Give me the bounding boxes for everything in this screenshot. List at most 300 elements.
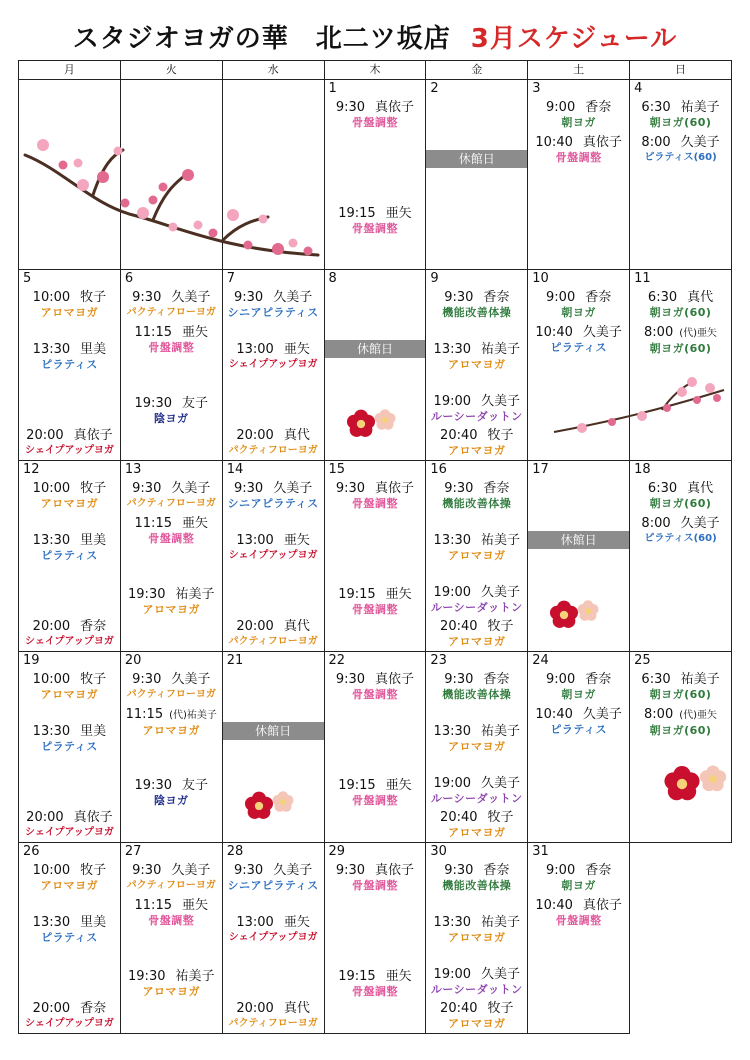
- class-name: ルーシーダットン: [430, 792, 523, 805]
- class-entry: [121, 587, 222, 617]
- class-name: 骨盤調整: [555, 914, 602, 927]
- class-entry: [19, 672, 120, 702]
- class-entry: [223, 342, 324, 372]
- class-time: 13:00: [236, 533, 274, 548]
- class-name: 朝ヨガ: [561, 688, 596, 701]
- class-entry: [19, 481, 120, 511]
- class-instructor: 亜矢: [283, 533, 310, 548]
- week-row: [19, 652, 732, 843]
- class-name: 朝ヨガ(60): [649, 688, 712, 701]
- page-title: [0, 18, 750, 55]
- class-name: ルーシーダットン: [430, 410, 523, 423]
- class-instructor: 真依子: [375, 481, 415, 496]
- class-time: 19:15: [338, 587, 376, 602]
- day-cell: [528, 80, 630, 270]
- class-instructor: 祐美子: [175, 587, 215, 602]
- class-entry: [426, 533, 527, 563]
- day-cell: [630, 843, 732, 1034]
- class-name: アロマヨガ: [448, 549, 506, 562]
- class-time: 20:40: [440, 428, 478, 443]
- class-time: 13:00: [236, 915, 274, 930]
- class-entry: [630, 707, 731, 738]
- day-number: 4: [634, 81, 643, 96]
- class-time-instructor: [19, 1001, 120, 1017]
- weekday-thu: 木: [324, 61, 426, 80]
- class-entry: [630, 516, 731, 546]
- weekday-wed: 水: [222, 61, 324, 80]
- class-instructor: 亜矢: [181, 516, 208, 531]
- class-time-instructor: [630, 100, 731, 116]
- day-cell: [630, 652, 732, 843]
- class-instructor: 真代: [687, 481, 714, 496]
- class-instructor: 里美: [80, 915, 107, 930]
- class-time-instructor: [19, 481, 120, 497]
- class-name: アロマヨガ: [40, 306, 99, 319]
- class-time: 10:00: [32, 481, 71, 496]
- class-instructor: 祐美子: [481, 533, 521, 548]
- class-name: アロマヨガ: [142, 985, 201, 998]
- class-time: 9:30: [335, 863, 366, 878]
- class-entry: [19, 724, 120, 754]
- class-entry: [19, 619, 120, 649]
- class-time: 6:30: [641, 100, 671, 115]
- day-cell: [630, 80, 732, 270]
- schedule-body: [19, 80, 732, 1034]
- day-cell-content: [19, 80, 120, 269]
- plum-flower-icon: [345, 408, 397, 444]
- class-entry: [121, 325, 222, 355]
- class-name: シェイプアップヨガ: [228, 359, 318, 370]
- class-time: 20:00: [26, 810, 64, 825]
- day-cell: [120, 270, 222, 461]
- day-cell-content: [223, 461, 324, 651]
- class-entry: [19, 533, 120, 563]
- class-entry: [630, 135, 731, 165]
- class-name: 骨盤調整: [351, 603, 398, 616]
- day-cell: [120, 652, 222, 843]
- class-time: 19:15: [338, 206, 376, 221]
- class-time: 20:00: [236, 619, 274, 634]
- class-time: 9:30: [444, 863, 474, 878]
- class-instructor: 里美: [80, 724, 107, 739]
- class-name: ルーシーダットン: [430, 983, 523, 996]
- class-instructor: 真依子: [73, 428, 113, 443]
- day-cell: [19, 270, 121, 461]
- class-entry: [528, 898, 629, 928]
- weekday-sun: 日: [630, 61, 732, 80]
- day-cell-content: [223, 80, 324, 269]
- class-time-instructor: [426, 619, 527, 635]
- class-instructor: (代)祐美子: [169, 710, 217, 721]
- day-cell: [528, 843, 630, 1034]
- class-time-instructor: [121, 863, 222, 879]
- class-time: 9:30: [234, 290, 264, 305]
- class-time-instructor: [528, 672, 629, 688]
- class-time: 10:00: [32, 290, 71, 305]
- class-time-instructor: [325, 206, 426, 222]
- class-entry: [528, 863, 629, 893]
- week-row: [19, 461, 732, 652]
- day-number: 16: [430, 462, 447, 477]
- class-entry: [426, 1001, 527, 1031]
- day-cell-content: [528, 80, 629, 269]
- day-cell: [528, 652, 630, 843]
- day-number: 31: [532, 844, 549, 859]
- weekday-header-row: [19, 61, 732, 80]
- day-cell-content: [223, 270, 324, 460]
- day-cell: [222, 461, 324, 652]
- class-entry: [223, 915, 324, 945]
- class-time-instructor: [223, 863, 324, 879]
- class-entry: [19, 1001, 120, 1031]
- class-time: 9:30: [132, 290, 162, 305]
- weekday-sat: 土: [528, 61, 630, 80]
- class-instructor: 友子: [181, 778, 208, 793]
- class-name: 朝ヨガ: [561, 306, 596, 319]
- class-time-instructor: [121, 778, 222, 794]
- class-instructor: 亜矢: [283, 342, 310, 357]
- class-entry: [426, 967, 527, 997]
- class-entry: [528, 100, 629, 130]
- class-time-instructor: [19, 672, 120, 688]
- day-number: 17: [532, 462, 549, 477]
- class-time: 11:15: [134, 898, 172, 913]
- day-cell: [120, 461, 222, 652]
- class-name: 骨盤調整: [351, 688, 398, 701]
- class-time: 10:40: [535, 898, 573, 913]
- class-name: 朝ヨガ(60): [649, 497, 712, 510]
- day-cell-content: [630, 270, 731, 460]
- class-name: 朝ヨガ(60): [649, 116, 712, 129]
- class-time-instructor: [325, 969, 426, 985]
- class-name: ピラティス: [41, 358, 98, 371]
- day-cell-content: [325, 652, 426, 842]
- class-time: 19:30: [128, 587, 166, 602]
- class-time-instructor: [19, 915, 120, 931]
- class-time: 9:00: [546, 290, 576, 305]
- day-cell: [222, 843, 324, 1034]
- class-time: 19:15: [338, 969, 376, 984]
- class-entry: [426, 810, 527, 840]
- class-time-instructor: [223, 290, 324, 306]
- class-time: 9:30: [335, 481, 366, 496]
- class-time-instructor: [121, 325, 222, 341]
- day-cell: [19, 80, 121, 270]
- class-entry: [121, 290, 222, 320]
- class-entry: [19, 290, 120, 320]
- day-cell-content: [426, 270, 527, 460]
- class-name: 骨盤調整: [148, 914, 195, 927]
- class-entry: [325, 206, 426, 236]
- class-time: 19:00: [433, 585, 472, 600]
- class-time-instructor: [426, 428, 527, 444]
- class-name: パクティフローヨガ: [126, 307, 216, 318]
- class-entry: [426, 619, 527, 649]
- class-instructor: (代)亜矢: [679, 710, 718, 721]
- class-instructor: 牧子: [80, 672, 107, 687]
- class-instructor: 真依子: [582, 135, 622, 150]
- class-instructor: 久美子: [481, 967, 521, 982]
- class-entry: [325, 863, 426, 893]
- class-time: 13:30: [32, 724, 71, 739]
- day-number: 6: [124, 271, 134, 286]
- day-cell: [19, 843, 121, 1034]
- class-entry: [426, 585, 527, 615]
- class-entry: [223, 481, 324, 511]
- class-entry: [528, 290, 629, 320]
- class-name: ピラティス: [41, 931, 98, 944]
- day-cell: [324, 461, 426, 652]
- class-time-instructor: [121, 969, 222, 985]
- day-cell-content: [630, 461, 731, 651]
- class-time-instructor: [223, 342, 324, 358]
- class-time-instructor: [426, 290, 527, 306]
- day-number: 1: [328, 81, 337, 96]
- class-time: 13:30: [433, 533, 472, 548]
- class-instructor: 真依子: [375, 672, 415, 687]
- day-number: 9: [430, 271, 439, 286]
- class-name: 機能改善体操: [442, 688, 512, 701]
- class-instructor: 香奈: [483, 481, 510, 496]
- class-instructor: 真依子: [582, 898, 622, 913]
- class-instructor: 亜矢: [385, 206, 412, 221]
- class-instructor: 真依子: [375, 100, 415, 115]
- class-time-instructor: [426, 672, 527, 688]
- closed-day-label: 休館日: [325, 340, 426, 358]
- day-cell-content: [325, 843, 426, 1033]
- class-name: アロマヨガ: [448, 358, 506, 371]
- class-name: 機能改善体操: [442, 879, 512, 892]
- class-entry: [528, 707, 629, 737]
- class-instructor: 真代: [687, 290, 714, 305]
- class-entry: [19, 428, 120, 458]
- day-cell: [528, 461, 630, 652]
- class-time-instructor: [630, 481, 731, 497]
- class-name: 朝ヨガ: [561, 879, 596, 892]
- class-instructor: 亜矢: [385, 778, 412, 793]
- day-number: 5: [23, 271, 32, 286]
- class-time-instructor: [121, 672, 222, 688]
- class-entry: [223, 863, 324, 893]
- class-entry: [121, 898, 222, 928]
- class-time: 19:00: [433, 967, 472, 982]
- plum-flower-icon: [662, 764, 728, 808]
- class-name: 骨盤調整: [148, 532, 195, 545]
- day-number: 12: [23, 462, 40, 477]
- class-entry: [19, 810, 120, 840]
- day-number: 21: [226, 653, 244, 668]
- class-name: アロマヨガ: [142, 724, 201, 737]
- class-instructor: 香奈: [585, 100, 612, 115]
- class-time: 6:30: [647, 481, 678, 496]
- class-instructor: 香奈: [483, 672, 510, 687]
- class-time-instructor: [426, 724, 527, 740]
- class-instructor: 亜矢: [181, 898, 208, 913]
- day-cell: [324, 652, 426, 843]
- class-instructor: 久美子: [273, 863, 313, 878]
- class-time: 9:30: [234, 481, 264, 496]
- class-instructor: 真代: [283, 619, 310, 634]
- class-instructor: 真代: [283, 1001, 310, 1016]
- class-time: 9:30: [132, 863, 162, 878]
- class-name: シニアピラティス: [227, 306, 319, 319]
- class-time: 19:15: [338, 778, 376, 793]
- class-entry: [630, 481, 731, 511]
- class-time-instructor: [325, 863, 426, 879]
- class-name: アロマヨガ: [448, 740, 506, 753]
- class-name: シェイプアップヨガ: [25, 445, 114, 456]
- class-time-instructor: [223, 533, 324, 549]
- class-time: 20:40: [440, 1001, 478, 1016]
- class-instructor: (代)亜矢: [679, 328, 718, 339]
- day-number: 23: [430, 653, 447, 668]
- class-entry: [426, 776, 527, 806]
- class-time-instructor: [630, 325, 731, 342]
- class-time: 9:30: [132, 672, 162, 687]
- class-instructor: 久美子: [171, 863, 211, 878]
- class-instructor: 里美: [80, 342, 107, 357]
- class-time-instructor: [426, 863, 527, 879]
- day-cell-content: [426, 843, 527, 1033]
- class-name: 骨盤調整: [351, 985, 398, 998]
- class-time-instructor: [223, 915, 324, 931]
- class-time: 8:00: [644, 707, 674, 722]
- class-instructor: 久美子: [171, 290, 211, 305]
- class-name: シニアピラティス: [227, 879, 319, 892]
- closed-day-label: 休館日: [528, 531, 629, 549]
- class-time: 9:00: [546, 100, 576, 115]
- day-cell: [630, 461, 732, 652]
- class-time-instructor: [426, 915, 527, 931]
- class-time: 20:00: [32, 1001, 71, 1016]
- day-number: 27: [124, 844, 142, 859]
- closed-day-label: 休館日: [426, 150, 527, 168]
- class-name: 陰ヨガ: [154, 412, 189, 425]
- class-time-instructor: [528, 135, 629, 151]
- day-number: 7: [226, 271, 235, 286]
- class-entry: [121, 863, 222, 893]
- class-entry: [630, 672, 731, 702]
- class-name: アロマヨガ: [448, 444, 506, 457]
- day-number: 26: [23, 844, 40, 859]
- class-name: ピラティス: [41, 740, 98, 753]
- class-instructor: 香奈: [80, 619, 107, 634]
- class-instructor: 祐美子: [481, 724, 521, 739]
- class-time-instructor: [19, 863, 120, 879]
- class-entry: [19, 342, 120, 372]
- day-cell-content: [528, 270, 629, 460]
- class-time-instructor: [121, 898, 222, 914]
- class-entry: [325, 969, 426, 999]
- day-cell-content: [19, 461, 120, 651]
- day-cell: [324, 80, 426, 270]
- day-number: 25: [634, 653, 651, 668]
- class-entry: [325, 587, 426, 617]
- class-time-instructor: [426, 776, 527, 792]
- class-instructor: 友子: [181, 396, 208, 411]
- class-time: 10:40: [535, 135, 573, 150]
- day-number: 24: [532, 653, 549, 668]
- class-entry: [223, 619, 324, 649]
- class-name: パクティフローヨガ: [228, 636, 318, 647]
- class-time: 20:00: [32, 619, 71, 634]
- day-cell: [324, 843, 426, 1034]
- class-instructor: 牧子: [487, 428, 514, 443]
- class-time: 13:30: [433, 724, 472, 739]
- day-cell-content: [528, 652, 629, 842]
- day-cell: [426, 652, 528, 843]
- weekday-mon: 月: [19, 61, 121, 80]
- class-time: 9:00: [546, 672, 576, 687]
- plum-flower-icon: [243, 790, 295, 826]
- day-cell: [222, 80, 324, 270]
- class-time-instructor: [426, 1001, 527, 1017]
- class-time-instructor: [223, 619, 324, 635]
- class-instructor: 香奈: [80, 1001, 107, 1016]
- day-cell: [426, 461, 528, 652]
- schedule-table: [18, 60, 732, 1034]
- class-time-instructor: [121, 587, 222, 603]
- day-number: 2: [430, 81, 439, 96]
- day-number: 8: [328, 271, 337, 286]
- class-time: 9:30: [444, 672, 474, 687]
- class-name: シェイプアップヨガ: [25, 1018, 114, 1029]
- day-cell-content: [121, 652, 222, 842]
- class-name: パクティフローヨガ: [228, 1018, 318, 1029]
- day-number: 28: [226, 844, 244, 859]
- class-name: 骨盤調整: [351, 879, 398, 892]
- day-cell-content: [121, 461, 222, 651]
- class-entry: [121, 672, 222, 702]
- class-entry: [426, 863, 527, 893]
- day-number: 11: [634, 271, 651, 286]
- class-instructor: 牧子: [487, 1001, 514, 1016]
- weekday-tue: 火: [120, 61, 222, 80]
- class-time: 9:30: [335, 672, 366, 687]
- day-number: 19: [23, 653, 40, 668]
- class-time-instructor: [528, 707, 629, 723]
- class-name: 朝ヨガ: [561, 116, 596, 129]
- class-time: 10:40: [535, 707, 573, 722]
- class-entry: [528, 672, 629, 702]
- plum-flower-icon: [548, 599, 600, 635]
- day-number: 15: [328, 462, 346, 477]
- class-instructor: 香奈: [483, 863, 510, 878]
- class-time: 20:40: [440, 619, 478, 634]
- class-name: ピラティス: [550, 723, 607, 736]
- class-time-instructor: [630, 672, 731, 688]
- class-entry: [528, 325, 629, 355]
- class-instructor: 久美子: [481, 585, 521, 600]
- class-time-instructor: [630, 707, 731, 724]
- class-instructor: 亜矢: [385, 969, 412, 984]
- class-instructor: 香奈: [585, 863, 612, 878]
- class-time-instructor: [426, 533, 527, 549]
- class-name: 骨盤調整: [148, 341, 195, 354]
- class-time: 19:30: [134, 778, 172, 793]
- day-cell-content: [426, 652, 527, 842]
- day-cell: [324, 270, 426, 461]
- class-time-instructor: [528, 898, 629, 914]
- day-cell-content: [528, 461, 629, 651]
- class-name: アロマヨガ: [448, 931, 506, 944]
- class-instructor: 香奈: [585, 290, 612, 305]
- class-time-instructor: [121, 516, 222, 532]
- class-name: パクティフローヨガ: [126, 689, 216, 700]
- class-time: 11:15: [134, 516, 172, 531]
- weekday-fri: 金: [426, 61, 528, 80]
- class-entry: [426, 290, 527, 320]
